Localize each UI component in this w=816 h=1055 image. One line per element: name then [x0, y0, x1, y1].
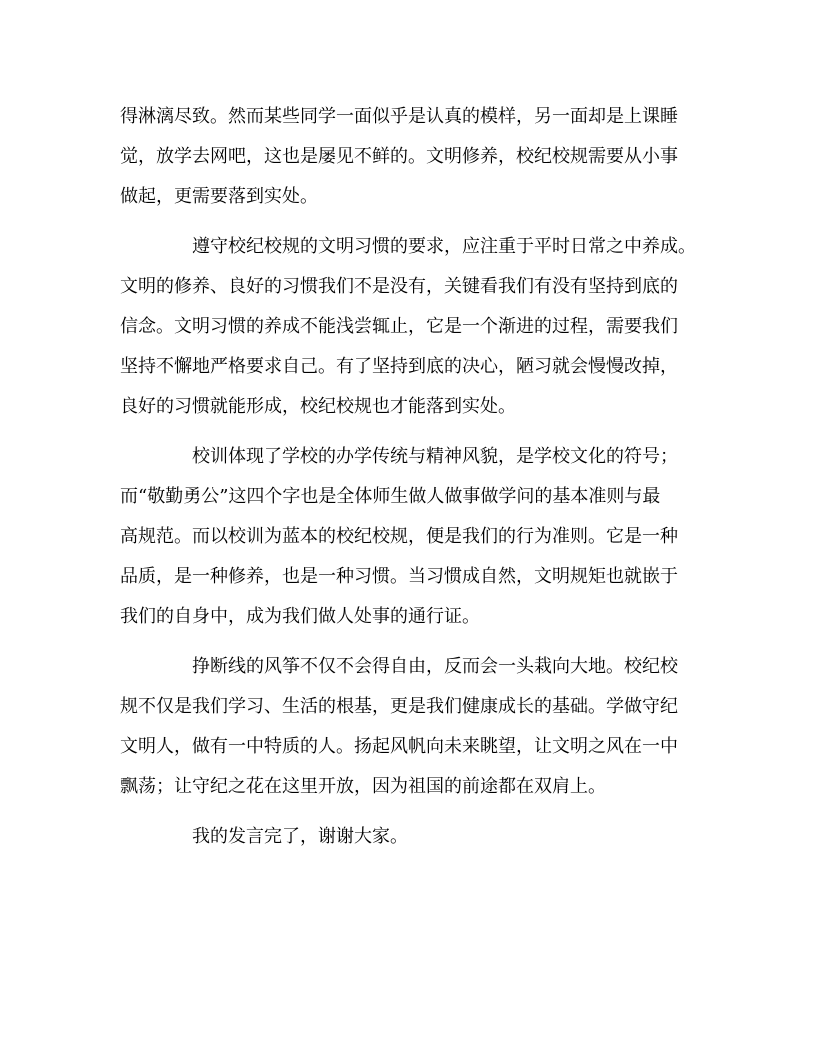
text-line-content: 遵守校纪校规的文明习惯的要求，应注重于平时日常之中养成。 [192, 236, 696, 257]
text-line [0, 558, 816, 596]
text-line [0, 388, 816, 426]
text-line [0, 98, 816, 136]
text-line [0, 438, 816, 476]
text-line [0, 518, 816, 556]
text-line [0, 138, 816, 176]
text-line [0, 728, 816, 766]
text-line-content: 文明人，做有一中特质的人。扬起风帆向未来眺望，让文明之风在一中 [120, 736, 678, 757]
text-line-content: 良好的习惯就能形成，校纪校规也才能落到实处。 [120, 396, 516, 417]
text-line-content: 规不仅是我们学习、生活的根基，更是我们健康成长的基础。学做守纪 [120, 696, 678, 717]
text-line-content: 文明的修养、良好的习惯我们不是没有，关键看我们有没有坚持到底的 [120, 276, 678, 297]
text-line-content: 我的发言完了，谢谢大家。 [192, 826, 408, 847]
text-line-content: 我们的自身中，成为我们做人处事的通行证。 [120, 606, 480, 627]
text-line [0, 478, 816, 516]
text-line-content: 觉，放学去网吧，这也是屡见不鲜的。文明修养，校纪校规需要从小事 [120, 146, 678, 167]
text-line-content: 信念。文明习惯的养成不能浅尝辄止，它是一个渐进的过程，需要我们 [120, 316, 678, 337]
text-line [0, 268, 816, 306]
text-line-content: 挣断线的风筝不仅不会得自由，反而会一头栽向大地。校纪校 [192, 656, 678, 677]
text-line-content: 坚持不懈地严格要求自己。有了坚持到底的决心，陋习就会慢慢改掉， [120, 356, 678, 377]
text-line-content: 高规范。而以校训为蓝本的校纪校规，便是我们的行为准则。它是一种 [120, 526, 678, 547]
text-line [0, 228, 816, 266]
text-line [0, 648, 816, 686]
text-line [0, 178, 816, 216]
text-line [0, 818, 816, 856]
text-line-content: 品质，是一种修养，也是一种习惯。当习惯成自然，文明规矩也就嵌于 [120, 566, 678, 587]
text-line [0, 768, 816, 806]
text-line-content: 做起，更需要落到实处。 [120, 186, 318, 207]
text-line [0, 688, 816, 726]
text-line-content: 而“敬勤勇公”这四个字也是全体师生做人做事做学问的基本准则与最 [120, 486, 661, 507]
text-line [0, 598, 816, 636]
text-line [0, 308, 816, 346]
text-line-content: 飘荡；让守纪之花在这里开放，因为祖国的前途都在双肩上。 [120, 776, 606, 797]
text-line-content: 得淋漓尽致。然而某些同学一面似乎是认真的模样，另一面却是上课睡 [120, 106, 678, 127]
text-line [0, 348, 816, 386]
text-line-content: 校训体现了学校的办学传统与精神风貌，是学校文化的符号； [192, 446, 678, 467]
